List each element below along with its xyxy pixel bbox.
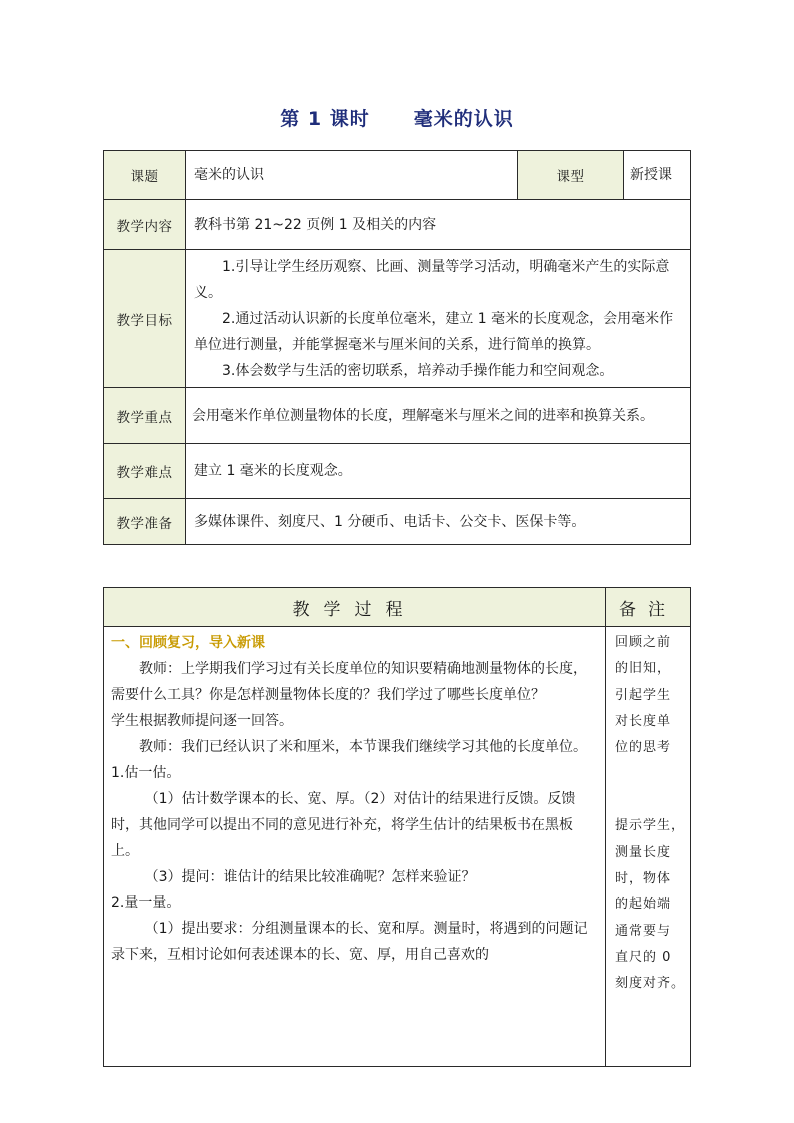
- label-type: 课型: [518, 151, 624, 200]
- note-line: 时，物体: [615, 871, 672, 887]
- paragraph: 教师：上学期我们学习过有关长度单位的知识要精确地测量物体的长度，需要什么工具？你是怎样测量物体长度的？我们学过了哪些长度单位？: [111, 661, 587, 703]
- note-line: 的旧知，: [615, 661, 672, 677]
- teaching-process-table: [103, 587, 691, 1067]
- step-heading: 1.估一估。: [111, 765, 181, 781]
- row-difficulty: [104, 444, 691, 499]
- note-spacer: [615, 761, 687, 813]
- goal-item: 3.体会数学与生活的密切联系，培养动手操作能力和空间观念。: [222, 362, 614, 379]
- goal-item: 2.通过活动认识新的长度单位毫米，建立 1 毫米的长度观念，会用毫米作单位进行测量，并能掌握毫米与厘米间的关系，进行简单的换算。: [194, 310, 674, 353]
- note-line: 对长度单: [615, 713, 672, 729]
- notes-header: 备注: [606, 588, 691, 627]
- lesson-info-table: [103, 150, 691, 545]
- paragraph: 学生根据教师提问逐一回答。: [111, 713, 293, 729]
- process-header: 教学过程: [104, 588, 606, 627]
- note-line: 提示学生，: [615, 818, 686, 834]
- page-title: [0, 104, 794, 131]
- value-key: 会用毫米作单位测量物体的长度，理解毫米与厘米之间的进率和换算关系。: [186, 388, 691, 444]
- label-difficulty: 教学难点: [104, 444, 186, 499]
- process-body: [104, 627, 606, 1067]
- label-key: 教学重点: [104, 388, 186, 444]
- paragraph: （1）提出要求：分组测量课本的长、宽和厚。测量时，将遇到的问题记录下来，互相讨论如何表述课本的长、宽、厚，用自己喜欢的: [111, 921, 588, 963]
- value-topic: 毫米的认识: [186, 151, 518, 200]
- label-prep: 教学准备: [104, 499, 186, 545]
- section-heading: 一、回顾复习，导入新课: [111, 635, 265, 651]
- note-line: 直尺的 0: [615, 949, 672, 965]
- row-goals: [104, 250, 691, 388]
- paragraph: 教师：我们已经认识了米和厘米，本节课我们继续学习其他的长度单位。: [139, 739, 587, 755]
- process-header-row: [104, 588, 691, 627]
- note-line: 引起学生: [615, 687, 672, 703]
- note-line: 测量长度: [615, 844, 672, 860]
- paragraph: （1）估计数学课本的长、宽、厚。（2）对估计的结果进行反馈。反馈时，其他同学可以提出不同的意见进行补充，将学生估计的结果板书在黑板上。: [111, 791, 576, 859]
- row-topic: [104, 151, 691, 200]
- label-content: 教学内容: [104, 200, 186, 250]
- note-line: 通常要与: [615, 923, 672, 939]
- value-goals: [186, 250, 691, 388]
- row-content: [104, 200, 691, 250]
- lesson-topic: 毫米的认识: [413, 108, 514, 130]
- note-line: 刻度对齐。: [615, 976, 686, 992]
- goal-item: 1.引导让学生经历观察、比画、测量等学习活动，明确毫米产生的实际意义。: [194, 258, 670, 301]
- lesson-number: 第 1 课时: [280, 108, 370, 130]
- row-prep: [104, 499, 691, 545]
- value-difficulty: 建立 1 毫米的长度观念。: [186, 444, 691, 499]
- note-line: 位的思考: [615, 740, 672, 756]
- label-goals: 教学目标: [104, 250, 186, 388]
- note-line: 的起始端: [615, 897, 672, 913]
- value-content: 教科书第 21~22 页例 1 及相关的内容: [186, 200, 691, 250]
- process-body-row: [104, 627, 691, 1067]
- notes-column: [606, 627, 691, 1067]
- value-type: 新授课: [624, 151, 691, 200]
- value-prep: 多媒体课件、刻度尺、1 分硬币、电话卡、公交卡、医保卡等。: [186, 499, 691, 545]
- note-line: 回顾之前: [615, 635, 672, 650]
- step-heading: 2.量一量。: [111, 895, 181, 911]
- paragraph: （3）提问：谁估计的结果比较准确呢？怎样来验证？: [144, 869, 476, 885]
- label-topic: 课题: [104, 151, 186, 200]
- row-key: [104, 388, 691, 444]
